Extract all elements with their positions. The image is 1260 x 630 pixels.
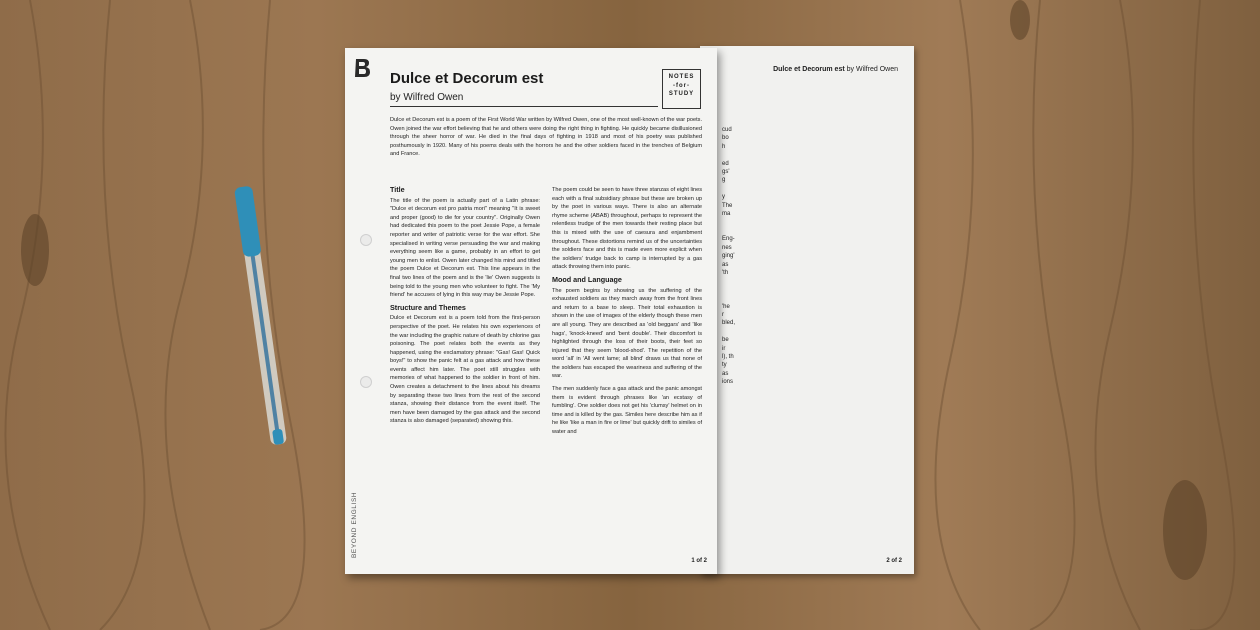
- page-2-cut-text: [722, 126, 738, 412]
- page-2-text-fragment: as: [722, 370, 729, 377]
- page-2-text-fragment: y: [722, 194, 725, 201]
- section-heading-title: Title: [390, 185, 405, 194]
- hole-punch-icon: [360, 234, 372, 246]
- document-author: by Wilfred Owen: [390, 92, 464, 103]
- left-column: [390, 186, 540, 430]
- beyond-logo-icon: [353, 58, 371, 78]
- page-2-text-fragment: gs': [722, 169, 730, 176]
- structure-paragraph: Dulce et Decorum est is a poem told from the first-person perspective of the poet. He relates his own experiences of the war including the graphic nature of death by chlorine gas poisoning. The poet relates both the events as they happened, using the exclamatory phrase: "Gas! Gas! Quick boys!" to show the panic felt at a gas attack and how these events affect him later. The poet still struggles with memories of what happened to the soldier in front of him. Owen creates a detachment to the lines about his dreams by separating these two lines from the rest of the second stanza, showing their distance from the event itself. The men have been damaged by the gas attack and the second stanza is also damaged (separated) showing this.: [390, 315, 540, 425]
- page-2-text-fragment: ed: [722, 160, 729, 167]
- page-2-text-fragment: [722, 151, 738, 159]
- page-2-text-fragment: 'he: [722, 303, 730, 310]
- page-2-text-fragment: 'th: [722, 269, 729, 276]
- page-2-text-fragment: [722, 185, 738, 193]
- page-2-text-fragment: as: [722, 261, 729, 268]
- title-paragraph: The title of the poem is actually part of a Latin phrase: "Dulce et decorum est pro patria mori" meaning "It is sweet and proper (good) to die for your country". Originally Owen had dedicated this poem to the poet Jessie Pope, a female reporter and writer of patriotic verse for the war effort. She specialised in writing verse persuading the war and making everything seem like a game, probably in an effort to get young men to enlist. Owen later changed his mind and titled the poem Dulce et Decorum est. This line appears in the final two lines of the poem and is the 'lie' Owen suggests is being told to the young men who volunteer to fight. The 'My friend' he accuses of lying in this way may be Jessie Pope.: [390, 197, 540, 299]
- badge-line-3: STUDY: [668, 91, 695, 97]
- page-2-text-fragment: ma: [722, 211, 731, 218]
- page-2-text-fragment: [722, 294, 738, 302]
- page-2-text-fragment: [722, 277, 738, 285]
- page-2-text-fragment: bled,: [722, 320, 736, 327]
- page-2-text-fragment: [722, 395, 738, 403]
- page-2-text-fragment: [722, 328, 738, 336]
- page-2-text-fragment: [722, 387, 738, 395]
- section-heading-mood: Mood and Language: [552, 274, 622, 284]
- page-2-text-fragment: r: [722, 311, 724, 318]
- page-2-text-fragment: bo: [722, 135, 729, 142]
- page-2-text-fragment: [722, 227, 738, 235]
- page-2-header-title: Dulce et Decorum est: [773, 66, 845, 73]
- page-2-text-fragment: g: [722, 177, 726, 184]
- page-2-text-fragment: ty: [722, 362, 727, 369]
- page-2-header: [773, 66, 898, 73]
- page-2-text-fragment: cud: [722, 127, 732, 133]
- hole-punch-icon: [360, 376, 372, 388]
- page-2-text-fragment: ions: [722, 379, 734, 386]
- section-heading-structure: Structure and Themes: [390, 302, 466, 312]
- mood-paragraph-1: The poem begins by showing us the suffering of the exhausted soldiers as they march away from the front lines and return to a base to sleep. Their total exhaustion is shown in the use of images of the elderly though these men are all young. They are described as 'old beggars' and 'like hags', 'knock-kneed' and 'bent double'. Their discomfort is highlighted through the loss of their boots, their feet so injured that they seem 'blood-shod'. The repetition of the word 'all' in 'All went lame; all blind' draws us that none of the soldiers has escaped the weariness and suffering of the war.: [552, 287, 702, 380]
- document-page-1: [345, 48, 717, 574]
- page-2-header-author: by Wilfred Owen: [846, 66, 898, 73]
- page-2-text-fragment: [722, 403, 738, 411]
- mood-paragraph-2: The men suddenly face a gas attack and the panic amongst them is evident through phrases like 'an ecstasy of fumbling'. One soldier does not get his 'clumsy' helmet on in time and is killed by the gas. Similes here describe him as if he like 'like a man in fire or lime' but quickly drift to similes of water and: [552, 386, 702, 436]
- page-2-footer: 2 of 2: [886, 558, 902, 564]
- page-2-text-fragment: Eng-: [722, 236, 735, 243]
- page-2-text-fragment: [722, 286, 738, 294]
- page-2-text-fragment: be: [722, 337, 729, 344]
- intro-paragraph: Dulce et Decorum est is a poem of the First World War written by Wilfred Owen, one of the most well-known of the war poets. Owen joined the war effort believing that he and others were doing the right thing in fighting. He quickly became disillusioned through the sheer horror of war. He died in the final days of fighting in 1918 and most of his poetry was published posthumously in 1920. Many of his poems deals with the horrors he and the other soldiers faced in the trenches of Belgium and France.: [390, 117, 702, 158]
- page-1-footer: 1 of 2: [691, 558, 707, 564]
- page-2-text-fragment: l), th: [722, 353, 734, 360]
- page-2-text-fragment: nes: [722, 244, 732, 251]
- page-2-text-fragment: The: [722, 202, 733, 209]
- page-2-text-fragment: ging': [722, 253, 735, 260]
- right-column: [552, 186, 702, 441]
- badge-line-1: NOTES: [668, 74, 695, 80]
- page-2-text-fragment: ir: [722, 345, 726, 352]
- notes-for-study-badge: [662, 69, 701, 109]
- brand-vertical-label: BEYOND ENGLISH: [351, 491, 358, 558]
- page-2-text-fragment: h: [722, 143, 726, 150]
- page-2-text-fragment: [722, 218, 738, 226]
- badge-line-2: -for-: [673, 82, 690, 89]
- structure-continued-paragraph: The poem could be seen to have three stanzas of eight lines each with a final subsidiary phrase but these are broken up by the poet in various ways. There is also an alternate rhyme scheme (ABAB) throughout, perhaps to represent the relentless trudge of the men towards their resting place but this is mixed with the use of caesura and enjambment throughout. These distortions remind us of the uncertainties the soldiers face and this is made even more explicit when the soldiers' trudge back to camp is interrupted by a gas attack throwing them into panic.: [552, 187, 702, 271]
- document-title: Dulce et Decorum est: [390, 70, 544, 87]
- title-divider: [390, 106, 658, 107]
- document-page-2: [700, 46, 914, 574]
